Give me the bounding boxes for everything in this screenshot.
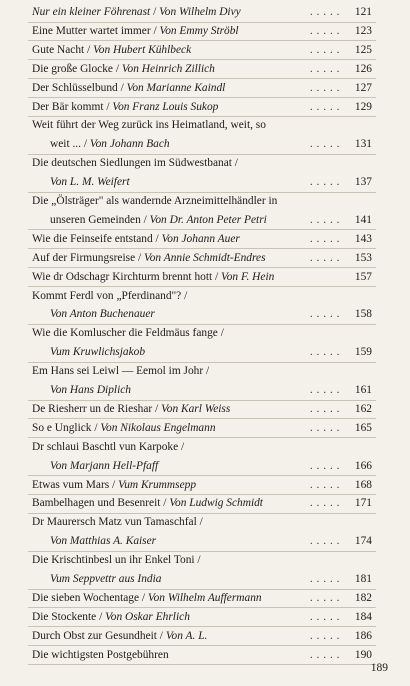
- toc-entry-author: Von Matthias A. Kaiser: [50, 535, 157, 548]
- toc-entry-author: Von Nikolaus Engelmann: [100, 421, 216, 434]
- toc-entry: [32, 115, 372, 136]
- toc-entry-author: Von Franz Louis Sukop: [112, 100, 219, 113]
- toc-entry-text: [32, 361, 209, 382]
- toc-entry-author: Von Dr. Anton Peter Petri: [149, 213, 267, 226]
- toc-entry-text: [50, 342, 145, 363]
- toc-entry-text: [50, 304, 155, 325]
- dot-leader: . . . . .: [309, 213, 340, 226]
- toc-entry: [32, 40, 372, 61]
- dot-leader: . . . . .: [309, 81, 340, 94]
- toc-entry: [50, 569, 372, 590]
- toc-entry-author: Vum Seppvettr aus India: [50, 573, 162, 585]
- toc-entry-text: De Riesherr un de Rieshar / Von Karl Weiss: [32, 402, 231, 415]
- toc-entry-author: Von Johann Auer: [161, 232, 240, 245]
- toc-entry-page: 182: [354, 591, 372, 604]
- toc-entry-author: Von Marianne Kaindl: [126, 81, 226, 94]
- toc-entry-title: Der Bär kommt: [32, 100, 104, 113]
- toc-entry-text: Die sieben Wochentage / Von Wilhelm Auffermann: [32, 591, 262, 604]
- toc-entry-title: Durch Obst zur Gesundheit: [32, 629, 157, 642]
- toc-entry-text: Die große Glocke / Von Heinrich Zillich: [32, 62, 215, 75]
- toc-entry-text: Auf der Firmungsreise / Von Annie Schmidt-Endres: [32, 251, 266, 264]
- toc-entry: [32, 78, 372, 99]
- toc-entry-page: 158: [354, 308, 372, 321]
- toc-entry: [32, 437, 372, 458]
- toc-entry-text: [32, 115, 266, 136]
- toc-entry-author: Vum Krummsepp: [118, 478, 197, 491]
- toc-entry-text: [50, 172, 130, 193]
- toc-entry: [32, 21, 372, 42]
- toc-entry-title: So e Unglick: [32, 421, 92, 434]
- dot-leader: . . . . .: [309, 346, 340, 359]
- toc-entry: [32, 267, 372, 288]
- toc-entry-author: Von Heinrich Zillich: [121, 62, 215, 75]
- toc-entry-page: 137: [354, 176, 372, 189]
- toc-entry-author: Von Hans Diplich: [50, 384, 131, 396]
- toc-entry-page: 171: [354, 497, 372, 510]
- toc-entry-title: Em Hans sei Leiwl — Eemol im Johr /: [32, 365, 210, 378]
- toc-entry: [32, 323, 372, 344]
- dot-leader: . . . . .: [309, 421, 340, 434]
- toc-entry-text: [50, 380, 131, 401]
- toc-entry-author: Von Emmy Ströbl: [159, 24, 239, 37]
- dot-leader: . . . . .: [309, 100, 340, 113]
- toc-entry-author: Von A. L.: [165, 629, 208, 642]
- toc-entry-author: Von Hubert Kühlbeck: [93, 43, 192, 56]
- toc-entry: [32, 229, 372, 250]
- toc-entry-page: 162: [354, 402, 372, 415]
- toc-entry-text: [50, 569, 161, 590]
- toc-entry-page: 153: [354, 251, 372, 264]
- toc-entry: [32, 2, 372, 23]
- toc-entry-page: 125: [354, 43, 372, 56]
- toc-entry-text: [32, 437, 184, 458]
- toc-entry-page: 190: [354, 648, 372, 661]
- toc-entry: [50, 134, 372, 155]
- toc-entry: [50, 304, 372, 325]
- toc-entry-author: Von Ludwig Schmidt: [169, 497, 263, 510]
- toc-entry-author: Von Oskar Ehrlich: [105, 610, 190, 623]
- toc-entry-text: [32, 645, 169, 666]
- toc-entry-title: Dr schlaui Baschtl vun Karpoke /: [32, 440, 185, 453]
- dot-leader: . . . . .: [309, 62, 340, 75]
- toc-entry-page: 181: [354, 573, 372, 585]
- toc-entry-page: 123: [354, 24, 372, 37]
- dot-leader: . . . . .: [309, 497, 340, 510]
- toc-entry-page: 166: [354, 459, 372, 472]
- toc-entry-title: Eine Mutter wartet immer: [32, 24, 151, 37]
- toc-entry-text: Die Stockente / Von Oskar Ehrlich: [32, 610, 190, 623]
- toc-entry: [32, 286, 372, 307]
- toc-entry-page: 131: [354, 138, 372, 151]
- toc-entry-author: Vum Kruwlichsjakob: [50, 346, 146, 359]
- toc-entry: [32, 626, 372, 647]
- toc-entry-page: 143: [354, 232, 372, 245]
- toc-entry: [32, 645, 372, 666]
- toc-entry-title: Nur ein kleiner Föhrenast: [32, 6, 151, 18]
- toc-entry: [32, 153, 372, 174]
- toc-entry-title: Gute Nacht: [32, 43, 85, 56]
- toc-entry-title: Der Schlüsselbund: [32, 81, 118, 94]
- dot-leader: . . . . .: [309, 176, 340, 189]
- toc-entry: [32, 191, 372, 212]
- toc-entry-page: 127: [354, 81, 372, 94]
- toc-entry-title: Kommt Ferdl von „Pferdinand"? /: [32, 289, 188, 302]
- toc-entry: [32, 607, 372, 628]
- toc-entry-author: Von F. Hein: [221, 270, 275, 283]
- toc-entry-text: [32, 286, 187, 307]
- toc-entry-author: Von Marjann Hell-Pfaff: [50, 459, 159, 472]
- dot-leader: . . . . .: [309, 629, 340, 642]
- toc-entry: [50, 456, 372, 477]
- toc-entry-page: 141: [354, 213, 372, 226]
- dot-leader: . . . . .: [309, 251, 340, 264]
- dot-leader: . . . . .: [309, 573, 340, 585]
- toc-entry-title: Die große Glocke: [32, 62, 113, 75]
- dot-leader: . . . . .: [309, 24, 340, 37]
- toc-entry-page: 168: [354, 478, 372, 491]
- toc-entry-page: 184: [354, 610, 372, 623]
- toc-entry-text: [32, 323, 224, 344]
- dot-leader: . . . . .: [309, 610, 340, 623]
- toc-entry-page: 174: [354, 535, 372, 548]
- toc-entry-text: Bambelhagen und Besenreit / Von Ludwig Schmidt: [32, 497, 263, 510]
- toc-entry: [32, 588, 372, 609]
- dot-leader: . . . . .: [309, 591, 340, 604]
- dot-leader: . . . . .: [309, 648, 340, 661]
- toc-entry-text: Eine Mutter wartet immer / Von Emmy Ströbl: [32, 24, 239, 37]
- toc-entry-text: Gute Nacht / Von Hubert Kühlbeck: [32, 43, 192, 56]
- dot-leader: . . . . .: [309, 384, 340, 396]
- toc-entry-text: [32, 191, 277, 212]
- dot-leader: . . . . .: [309, 6, 340, 18]
- toc-entry-text: Der Schlüsselbund / Von Marianne Kaindl: [32, 81, 226, 94]
- toc-entry-text: weit ... / Von Johann Bach: [50, 138, 170, 151]
- dot-leader: . . . . .: [309, 308, 340, 321]
- toc-entry: [32, 418, 372, 439]
- toc-entry-title: Die deutschen Siedlungen im Südwestbanat /: [32, 157, 238, 170]
- toc-entry-page: 159: [354, 346, 372, 359]
- toc-entry-title: Wie die Komluscher die Feldmäus fange /: [32, 327, 224, 340]
- toc-entry-text: [32, 153, 238, 174]
- toc-entry-text: Durch Obst zur Gesundheit / Von A. L.: [32, 629, 208, 642]
- toc-entry-title: Die Stockente: [32, 610, 97, 623]
- toc-entry-author: Von Anton Buchenauer: [50, 308, 155, 321]
- toc-entry-title: Wie die Feinseife entstand: [32, 232, 153, 245]
- toc-entry-title: Die wichtigsten Postgebühren: [32, 648, 169, 661]
- page-number: 189: [370, 662, 388, 674]
- dot-leader: . . . . .: [309, 402, 340, 415]
- toc-entry-text: unseren Gemeinden / Von Dr. Anton Peter Petri: [50, 213, 267, 226]
- toc-entry: [50, 531, 372, 552]
- dot-leader: . . . . .: [309, 232, 340, 245]
- toc-entry-author: Von Annie Schmidt-Endres: [144, 251, 266, 264]
- toc-entry-title: Die sieben Wochentage: [32, 591, 140, 604]
- toc-entry-title: Die Krischtinbesl un ihr Enkel Toni /: [32, 554, 201, 567]
- toc-entry-text: Wie die Feinseife entstand / Von Johann Auer: [32, 232, 240, 245]
- toc-entry-title: Bambelhagen und Besenreit: [32, 497, 161, 510]
- toc-entry-page: 157: [354, 270, 372, 283]
- toc-entry: [32, 512, 372, 533]
- toc-entry-author: Von L. M. Weifert: [50, 176, 130, 189]
- toc-entry-title: Dr Maurersch Matz vun Tamaschfal /: [32, 516, 203, 529]
- dot-leader: . . . . .: [309, 459, 340, 472]
- toc-entry-title: unseren Gemeinden: [50, 213, 141, 226]
- toc-entry-text: Etwas vum Mars / Vum Krummsepp: [32, 478, 197, 491]
- toc-entry-title: Weit führt der Weg zurück ins Heimatland, weit, so: [32, 119, 266, 132]
- dot-leader: . . . . .: [309, 535, 340, 548]
- toc-entry-text: Wie dr Odschagr Kirchturm brennt hott / Von F. Hein: [32, 270, 275, 283]
- dot-leader: . . . . .: [309, 43, 340, 56]
- toc-entry: [32, 493, 372, 514]
- toc-entry-text: [32, 512, 203, 533]
- toc-entry-text: [50, 456, 158, 477]
- dot-leader: . . . . .: [309, 478, 340, 491]
- toc-entry-text: So e Unglick / Von Nikolaus Engelmann: [32, 421, 216, 434]
- toc-entry-title: Auf der Firmungsreise: [32, 251, 136, 264]
- toc-entry: [32, 248, 372, 269]
- toc-entry: [32, 361, 372, 382]
- toc-entry-page: 165: [354, 421, 372, 434]
- entry-divider: [28, 664, 376, 665]
- toc-entry: [50, 210, 372, 231]
- toc-entry-title: De Riesherr un de Rieshar: [32, 402, 153, 415]
- toc-entry: [50, 172, 372, 193]
- toc-entry-page: 161: [354, 384, 372, 396]
- toc-entry: [50, 380, 372, 401]
- toc-entry-text: [32, 550, 201, 571]
- toc-entry: [32, 399, 372, 420]
- dot-leader: . . . . .: [309, 138, 340, 151]
- toc-entry-title: Die „Ölsträger" als wandernde Arzneimittelhändler in: [32, 195, 278, 207]
- toc-entry-author: Von Karl Weiss: [161, 402, 231, 415]
- toc-entry: [32, 59, 372, 80]
- toc-entry-page: 121: [354, 6, 372, 18]
- toc-entry-text: [50, 531, 156, 552]
- toc-entry-author: Von Wilhelm Divy: [159, 6, 241, 18]
- toc-entry-title: Etwas vum Mars: [32, 478, 110, 491]
- toc-entry-page: 186: [354, 629, 372, 642]
- toc-entry: [32, 97, 372, 118]
- toc-entry-title: Wie dr Odschagr Kirchturm brennt hott: [32, 270, 213, 283]
- toc-entry-page: 129: [354, 100, 372, 113]
- toc-entry-author: Von Wilhelm Auffermann: [147, 591, 262, 604]
- toc-entry: [32, 475, 372, 496]
- toc-entry: [32, 550, 372, 571]
- toc-entry-page: 126: [354, 62, 372, 75]
- toc-entry: [50, 342, 372, 363]
- toc-entry-author: Von Johann Bach: [89, 138, 170, 151]
- toc-entry-title: weit ...: [50, 138, 82, 151]
- toc-entry-text: Der Bär kommt / Von Franz Louis Sukop: [32, 100, 219, 113]
- toc-entry-text: Nur ein kleiner Föhrenast / Von Wilhelm Divy: [32, 6, 241, 18]
